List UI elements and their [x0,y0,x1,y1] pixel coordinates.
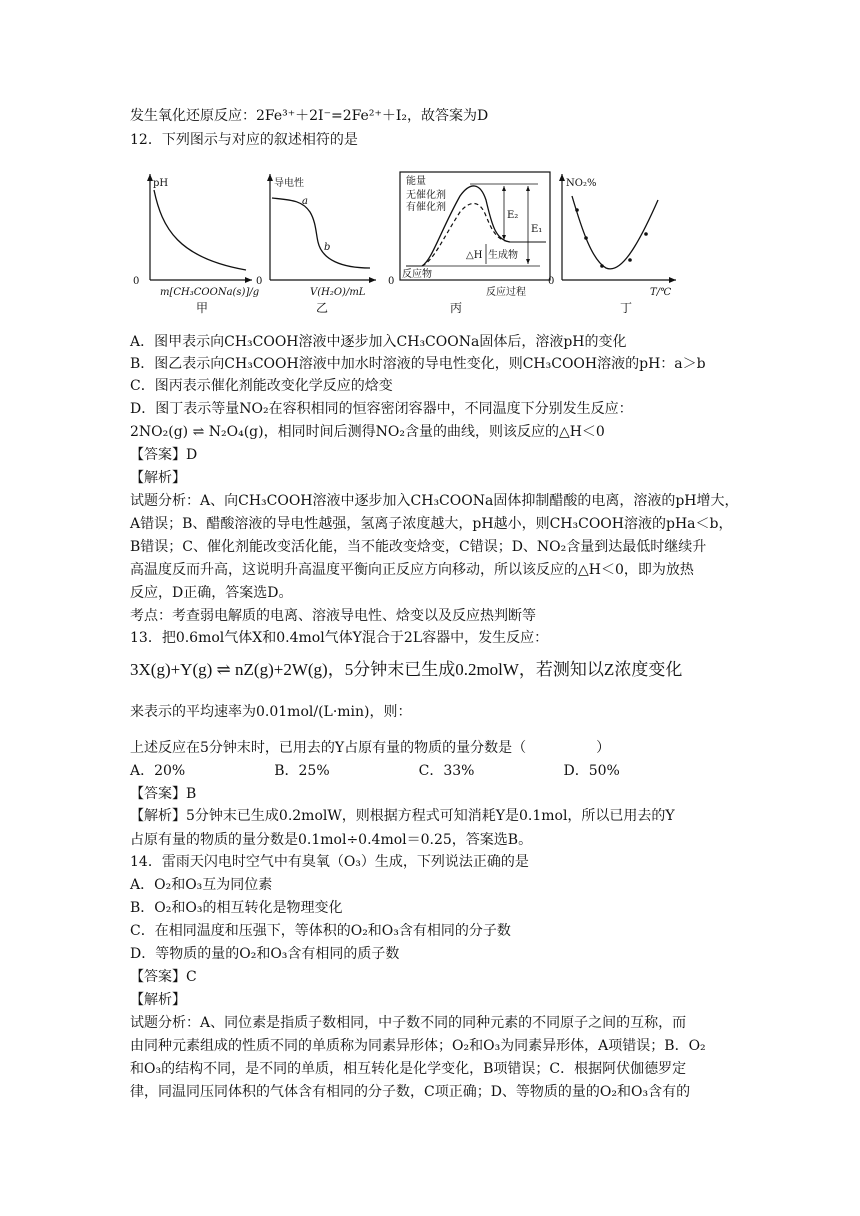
analysis-line: 试题分析：A、同位素是指质子数相同，中子数不同的同种元素的不同原子之间的互称，而 [130,1015,687,1031]
yi-origin: 0 [256,276,263,287]
figure-bing [388,172,550,315]
bing-dh: △H [466,250,483,261]
ding-caption: 丁 [620,301,633,315]
figure-ding [548,174,676,315]
question-13-rate: 来表示的平均速率为0.01mol/(L·min)，则： [130,704,412,720]
figure-jia [133,174,259,315]
answer-label: 【答案】C [130,969,197,985]
yi-caption: 乙 [316,301,329,315]
option-d: D．图丁表示等量NO₂在容积相同的恒容密闭容器中，不同温度下分别发生反应： [130,401,633,417]
yi-xlabel: V(H₂O)/mL [310,287,366,298]
analysis-line: 占原有量的物质的量分数是0.1mol÷0.4mol＝0.25，答案选B。 [130,832,533,848]
analysis-label: 【解析】 [130,470,186,486]
yi-point-a: a [302,196,308,207]
text-line: 发生氧化还原反应：2Fe³⁺＋2I⁻=2Fe²⁺＋I₂，故答案为D [130,108,489,124]
analysis-line: 反应，D正确，答案选D。 [130,585,293,601]
bing-reactant: 反应物 [402,269,432,280]
option-d: D．等物质的量的O₂和O₃含有相同的质子数 [130,946,400,962]
answer-label: 【答案】D [130,447,198,463]
option-c: C．在相同温度和压强下，等体积的O₂和O₃含有相同的分子数 [130,923,511,939]
figure-row [130,160,710,320]
bing-caption: 丙 [450,301,463,315]
option-c: C．图丙表示催化剂能改变化学反应的焓变 [130,378,393,394]
answer-label: 【答案】B [130,786,197,802]
bing-e2: E₂ [507,210,519,221]
jia-caption: 甲 [196,301,209,315]
jia-ylabel: pH [153,178,169,189]
ding-origin: 0 [548,276,555,287]
option-b: B．O₂和O₃的相互转化是物理变化 [130,900,343,916]
analysis-line: 高温度反而升高，这说明升高温度平衡向正反应方向移动，所以该反应的△H＜0，即为放热 [130,562,694,578]
question-13-ask: 上述反应在5分钟末时，已用去的Y占原有量的物质的量分数是（ ） [130,740,611,756]
figure-yi [256,174,376,315]
question-13-stem: 13．把0.6mol气体X和0.4mol气体Y混合于2L容器中，发生反应： [130,630,549,646]
key-point: 考点：考查弱电解质的电离、溶液导电性、焓变以及反应热判断等 [130,608,536,624]
question-12-stem: 12．下列图示与对应的叙述相符的是 [130,132,358,148]
yi-point-b: b [324,242,331,253]
analysis-line: 律，同温同压同体积的气体含有相同的分子数，C项正确；D、等物质的量的O₂和O₃含有的 [130,1084,691,1100]
analysis-line: B错误；C、催化剂能改变活化能，当不能改变焓变，C错误；D、NO₂含量到达最低时继续升 [130,539,707,555]
yi-ylabel: 导电性 [274,178,304,189]
option-a: A．O₂和O₃互为同位素 [130,877,273,893]
ding-ylabel: NO₂% [566,178,597,189]
option-a: A．图甲表示向CH₃COOH溶液中逐步加入CH₃COONa固体后，溶液pH的变化 [130,334,627,350]
question-14-stem: 14．雷雨天闪电时空气中有臭氧（O₃）生成，下列说法正确的是 [130,854,529,870]
bing-xlabel: 反应过程 [486,287,526,298]
yi-curve [272,198,370,268]
jia-origin: 0 [133,276,140,287]
analysis-label: 【解析】 [130,992,186,1008]
option-b: B．图乙表示向CH₃COOH溶液中加水时溶液的导电性变化，则CH₃COOH溶液的pH：a＞b [130,356,706,372]
jia-curve [154,190,246,270]
analysis-line: 【解析】5分钟末已生成0.2molW，则根据方程式可知消耗Y是0.1mol，所以已用去的Y [130,808,675,824]
bing-ylabel: 能量 [406,176,426,187]
bing-product: 生成物 [488,250,518,261]
ding-xlabel: T/℃ [650,287,672,298]
analysis-line: 试题分析：A、向CH₃COOH溶液中逐步加入CH₃COONa固体抑制醋酸的电离，溶液的pH增大， [130,493,739,509]
question-13-equation: 3X(g)+Y(g) ⇌ nZ(g)+2W(g)，5分钟末已生成0.2molW，若测知以Z浓度变化 [130,660,683,679]
question-13-options: A．20% B．25% C．33% D．50% [130,763,620,779]
option-d-cont: 2NO₂(g) ⇌ N₂O₄(g)，相同时间后测得NO₂含量的曲线，则该反应的△H＜0 [130,424,605,440]
analysis-line: 和O₃的结构不同，是不同的单质，相互转化是化学变化，B项错误；C．根据阿伏伽德罗定 [130,1061,687,1077]
bing-origin: 0 [388,276,395,287]
bing-e1: E₁ [531,224,543,235]
bing-cat-label: 有催化剂 [406,202,446,213]
jia-xlabel: m[CH₃COONa(s)]/g [160,287,260,298]
analysis-line: 由同种元素组成的性质不同的单质称为同素异形体；O₂和O₃为同素异形体，A项错误；B．O₂ [130,1038,706,1054]
analysis-line: A错误；B、醋酸溶液的导电性越强，氢离子浓度越大，pH越小，则CH₃COOH溶液的pHa＜b， [130,516,733,532]
bing-no-cat-label: 无催化剂 [406,190,446,201]
